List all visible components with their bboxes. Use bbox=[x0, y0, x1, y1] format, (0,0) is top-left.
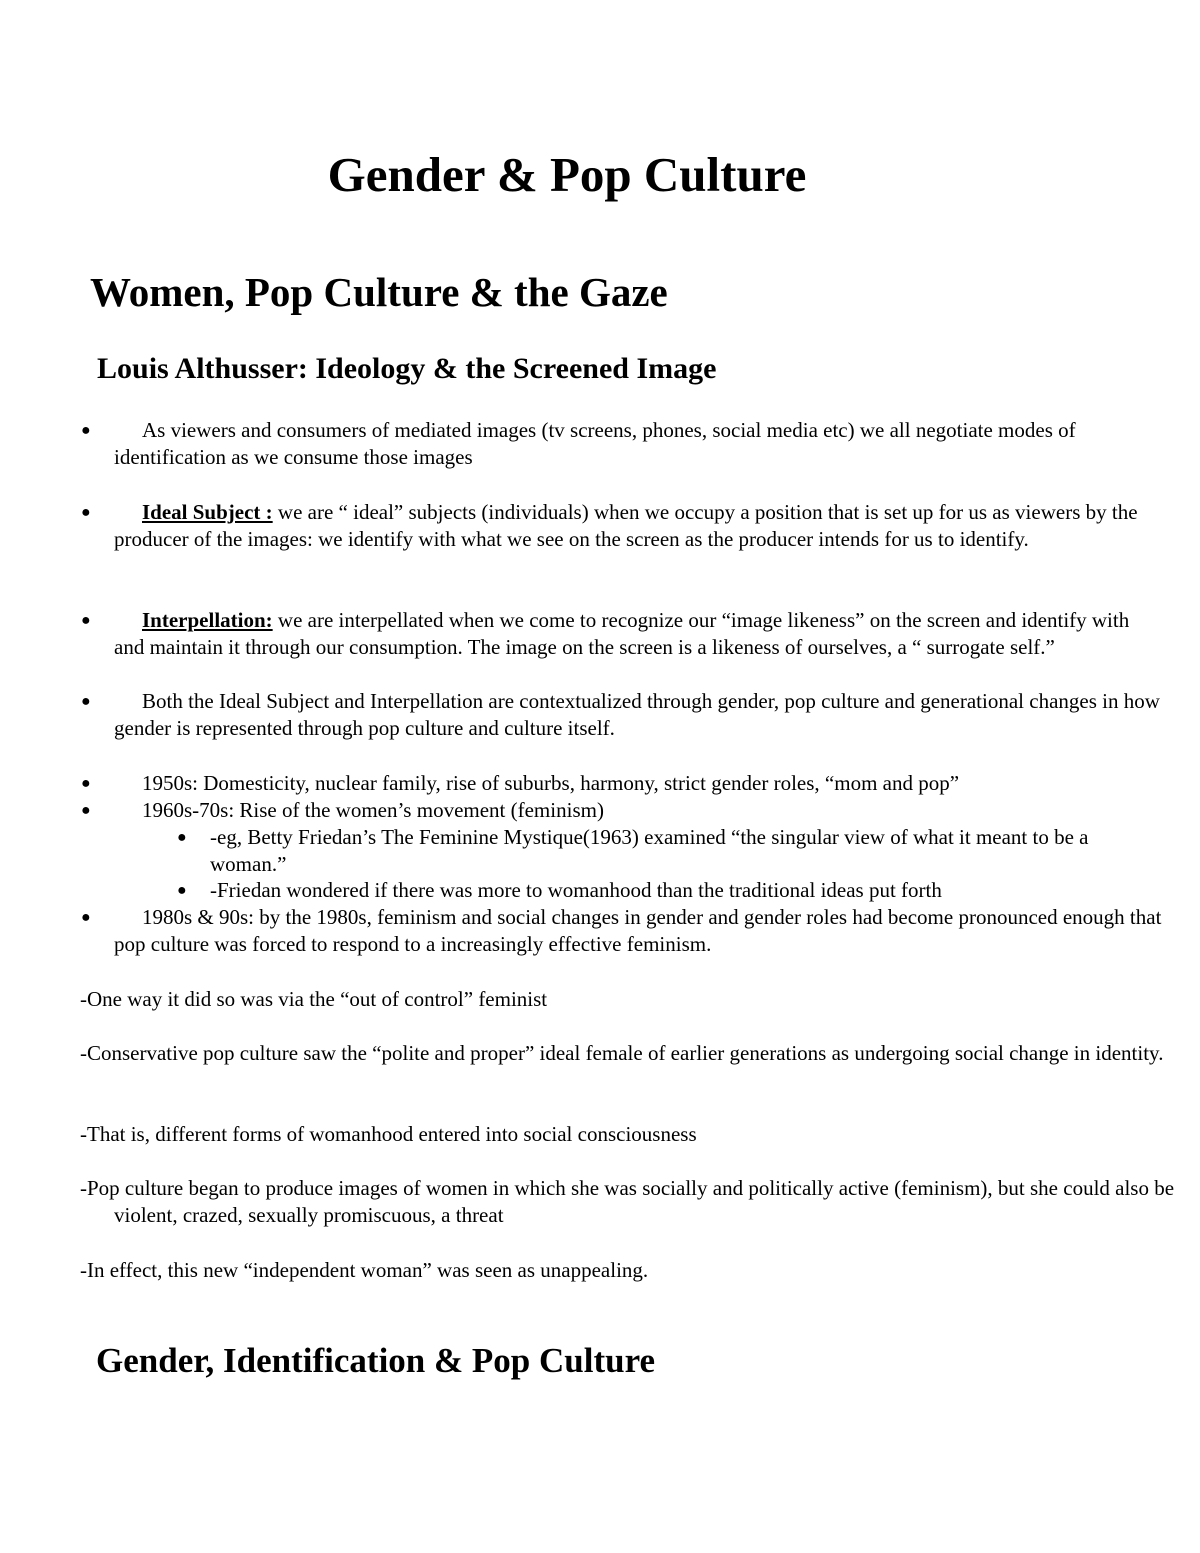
bullet-text: As viewers and consumers of mediated images (tv screens, phones, social media etc) we all negotiate modes of identification as we consume those images bbox=[114, 418, 1076, 469]
list-item-1950s bbox=[81, 770, 1164, 797]
paragraph-conservative-pop-culture: -Conservative pop culture saw the “polite and proper” ideal female of earlier generations as undergoing social change in identity. bbox=[80, 1041, 1164, 1065]
bullet-text: we are interpellated when we come to recognize our “image likeness” on the screen and identify with and maintain it through our consumption. The image on the screen is a likeness of ourselves, a “ surrogate self.” bbox=[114, 608, 1130, 659]
paragraph-pop-culture-images: -Pop culture began to produce images of women in which she was socially and politically active (feminism), but she could also be violent, crazed, sexually promiscuous, a threat bbox=[80, 1176, 1175, 1227]
list-item-1980s-90s bbox=[81, 904, 1164, 958]
paragraph-out-of-control: -One way it did so was via the “out of control” feminist bbox=[80, 987, 548, 1011]
list-item-friedan-wondered bbox=[177, 877, 1150, 904]
paragraph-independent-woman: -In effect, this new “independent woman” was seen as unappealing. bbox=[80, 1258, 649, 1282]
bullet-text: Both the Ideal Subject and Interpellation are contextualized through gender, pop culture and generational changes in how gender is represented through pop culture and culture itself. bbox=[114, 689, 1160, 740]
section-heading-women-pop-culture-gaze: Women, Pop Culture & the Gaze bbox=[90, 269, 668, 315]
list-item-interpellation bbox=[81, 607, 1164, 661]
bullet-text: we are “ ideal” subjects (individuals) when we occupy a position that is set up for us as viewers by the producer of the images: we identify with what we see on the screen as the producer intends for us to identify. bbox=[114, 500, 1138, 551]
bullet-icon: ● bbox=[177, 882, 187, 899]
bullet-text: 1950s: Domesticity, nuclear family, rise of suburbs, harmony, strict gender roles, “mom and pop” bbox=[142, 771, 960, 795]
list-item-friedan-mystique bbox=[177, 824, 1150, 878]
list-item-1960s-70s bbox=[81, 797, 1164, 824]
list-item-contextualized bbox=[81, 688, 1164, 742]
list-item-viewers-consumers bbox=[81, 417, 1164, 471]
bullet-icon: ● bbox=[81, 775, 91, 792]
list-item-ideal-subject bbox=[81, 499, 1164, 553]
bullet-text: 1960s-70s: Rise of the women’s movement (feminism) bbox=[142, 798, 604, 822]
paragraph-forms-of-womanhood: -That is, different forms of womanhood entered into social consciousness bbox=[80, 1122, 697, 1146]
bullet-icon: ● bbox=[177, 829, 187, 846]
bullet-icon: ● bbox=[81, 612, 91, 629]
bullet-icon: ● bbox=[81, 909, 91, 926]
section-heading-gender-identification: Gender, Identification & Pop Culture bbox=[96, 1341, 656, 1380]
bullet-icon: ● bbox=[81, 802, 91, 819]
bullet-icon: ● bbox=[81, 693, 91, 710]
subheading-althusser: Louis Althusser: Ideology & the Screened Image bbox=[97, 352, 717, 385]
bullet-icon: ● bbox=[81, 422, 91, 439]
bullet-icon: ● bbox=[81, 504, 91, 521]
document-title: Gender & Pop Culture bbox=[327, 147, 807, 202]
bullet-text: 1980s & 90s: by the 1980s, feminism and social changes in gender and gender roles had become pronounced enough that pop culture was forced to respond to a increasingly effective feminism. bbox=[114, 905, 1162, 956]
term-ideal-subject: Ideal Subject : bbox=[142, 500, 273, 524]
bullet-text: -Friedan wondered if there was more to womanhood than the traditional ideas put forth bbox=[210, 878, 942, 902]
term-interpellation: Interpellation: bbox=[142, 608, 273, 632]
bullet-text: -eg, Betty Friedan’s The Feminine Mystique(1963) examined “the singular view of what it meant to be a woman.” bbox=[210, 825, 1089, 876]
